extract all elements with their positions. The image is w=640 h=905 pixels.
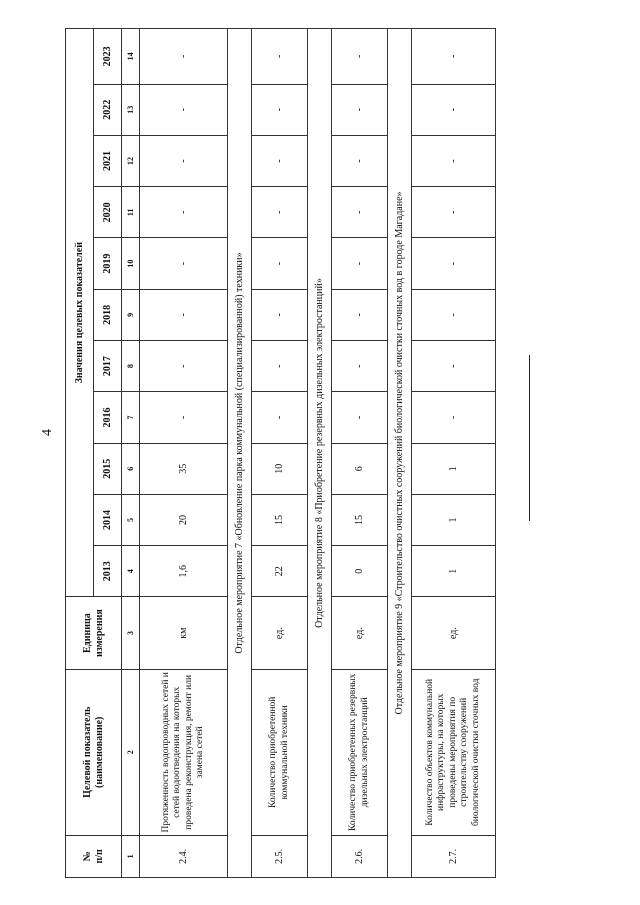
value-cell: -	[332, 341, 388, 392]
column-index-cell: 10	[122, 238, 140, 289]
value-cell: -	[412, 341, 496, 392]
value-cell: -	[140, 238, 228, 289]
header-year: 2019	[94, 238, 122, 289]
column-index-cell: 11	[122, 187, 140, 238]
indicator-name: Количество приобретенной коммунальной техники	[252, 669, 308, 835]
section-title: Отдельное мероприятие 7 «Обновление парка коммунальной (специализированной) техники»	[228, 29, 252, 878]
unit-cell: км	[140, 597, 228, 669]
value-cell: -	[140, 392, 228, 443]
column-index-cell: 3	[122, 597, 140, 669]
column-index-cell: 4	[122, 546, 140, 597]
row-number: 2.7.	[412, 835, 496, 877]
value-cell: -	[412, 135, 496, 186]
value-cell: -	[252, 84, 308, 135]
value-cell: 1	[412, 494, 496, 545]
header-year: 2015	[94, 443, 122, 494]
value-cell: -	[412, 84, 496, 135]
header-year: 2016	[94, 392, 122, 443]
value-cell: 6	[332, 443, 388, 494]
value-cell: -	[332, 84, 388, 135]
header-year: 2022	[94, 84, 122, 135]
section-title: Отдельное мероприятие 9 «Строительство очистных сооружений биологической очистки сточных вод в городе Магадане»	[388, 29, 412, 878]
indicator-name: Количество приобретенных резервных дизельных электростанций	[332, 669, 388, 835]
value-cell: 22	[252, 546, 308, 597]
value-cell: -	[140, 187, 228, 238]
value-cell: 10	[252, 443, 308, 494]
indicator-table	[65, 28, 496, 878]
column-index-cell: 9	[122, 289, 140, 340]
row-number: 2.5.	[252, 835, 308, 877]
value-cell: -	[412, 289, 496, 340]
header-indicator: Целевой показатель (наименование)	[66, 669, 122, 835]
section-row	[228, 29, 252, 878]
value-cell: -	[412, 392, 496, 443]
section-title: Отдельное мероприятие 8 «Приобретение резервных дизельных электростанций»	[308, 29, 332, 878]
value-cell: 0	[332, 546, 388, 597]
section-row	[308, 29, 332, 878]
value-cell: -	[252, 341, 308, 392]
header-year: 2021	[94, 135, 122, 186]
table-row	[252, 29, 308, 878]
header-year: 2013	[94, 546, 122, 597]
value-cell: -	[140, 84, 228, 135]
unit-cell: ед.	[332, 597, 388, 669]
value-cell: -	[140, 341, 228, 392]
section-row	[388, 29, 412, 878]
indicator-table-rotated	[65, 28, 485, 878]
header-unit: Единица измерения	[66, 597, 122, 669]
value-cell: -	[412, 238, 496, 289]
column-index-cell: 5	[122, 494, 140, 545]
column-index-cell: 8	[122, 341, 140, 392]
value-cell: -	[332, 289, 388, 340]
value-cell: 15	[252, 494, 308, 545]
unit-cell: ед.	[252, 597, 308, 669]
value-cell: -	[332, 135, 388, 186]
row-number: 2.4.	[140, 835, 228, 877]
column-index-cell: 7	[122, 392, 140, 443]
value-cell: -	[412, 187, 496, 238]
value-cell: -	[332, 29, 388, 85]
header-year: 2020	[94, 187, 122, 238]
header-year: 2014	[94, 494, 122, 545]
value-cell: 35	[140, 443, 228, 494]
value-cell: -	[140, 135, 228, 186]
table-row	[332, 29, 388, 878]
value-cell: 1	[412, 443, 496, 494]
header-num: № п/п	[66, 835, 122, 877]
page-number: 4	[40, 429, 55, 436]
value-cell: -	[252, 135, 308, 186]
column-index-cell: 2	[122, 669, 140, 835]
header-values-group: Значения целевых показателей	[66, 29, 94, 597]
header-year: 2023	[94, 29, 122, 85]
value-cell: -	[252, 187, 308, 238]
value-cell: 15	[332, 494, 388, 545]
end-rule	[529, 355, 530, 521]
value-cell: -	[140, 29, 228, 85]
column-index-cell: 6	[122, 443, 140, 494]
value-cell: 1	[412, 546, 496, 597]
column-index-cell: 12	[122, 135, 140, 186]
value-cell: -	[140, 289, 228, 340]
value-cell: -	[252, 238, 308, 289]
value-cell: 20	[140, 494, 228, 545]
table-row	[412, 29, 496, 878]
column-index-cell: 14	[122, 29, 140, 85]
indicator-name: Протяженность водопроводных сетей и сетей водоотведения на которых проведена реконструкция, ремонт или замена сетей	[140, 669, 228, 835]
value-cell: -	[412, 29, 496, 85]
value-cell: -	[332, 187, 388, 238]
value-cell: -	[332, 392, 388, 443]
indicator-name: Количество объектов коммунальной инфраструктуры, на которых проведены мероприятия по строительству сооружений биологической очистки сточных вод	[412, 669, 496, 835]
header-year: 2018	[94, 289, 122, 340]
table-row	[140, 29, 228, 878]
unit-cell: ед.	[412, 597, 496, 669]
value-cell: -	[332, 238, 388, 289]
column-index-cell: 1	[122, 835, 140, 877]
header-year: 2017	[94, 341, 122, 392]
row-number: 2.6.	[332, 835, 388, 877]
value-cell: -	[252, 392, 308, 443]
value-cell: -	[252, 289, 308, 340]
column-index-cell: 13	[122, 84, 140, 135]
value-cell: 1,6	[140, 546, 228, 597]
value-cell: -	[252, 29, 308, 85]
